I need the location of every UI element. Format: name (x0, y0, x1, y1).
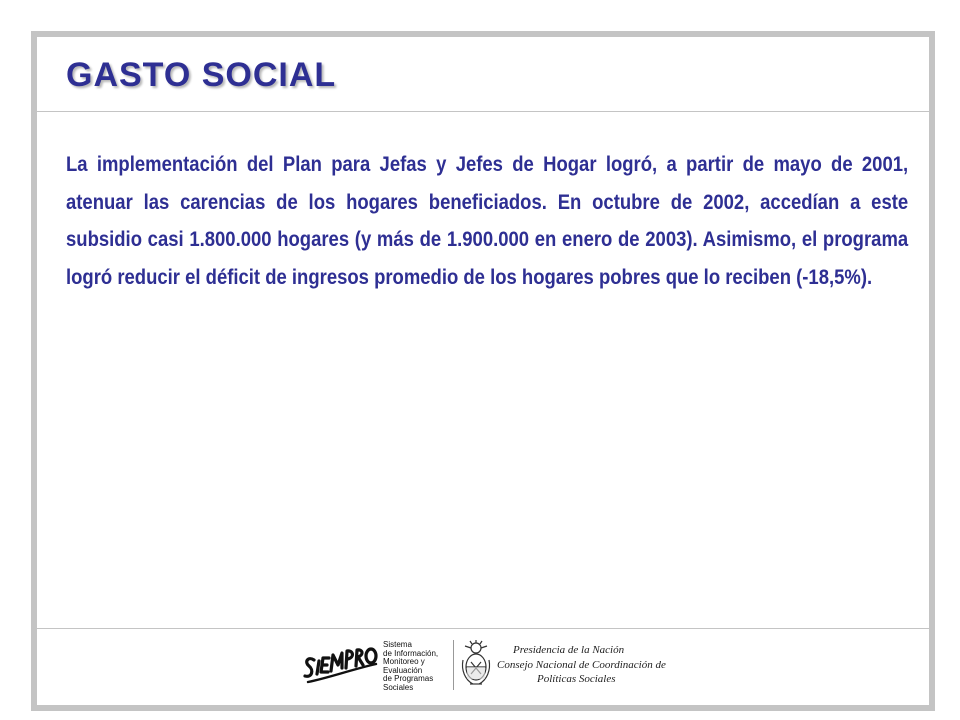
politicas-line: Políticas Sociales (537, 673, 616, 685)
slide-title: GASTO SOCIAL (66, 56, 337, 94)
coat-of-arms-icon (459, 640, 493, 690)
footer-divider (37, 628, 929, 629)
slide-frame (31, 31, 935, 711)
consejo-line: Consejo Nacional de Coordinación de (497, 658, 666, 671)
siempro-subtitle: Sistema de Información, Monitoreo y Evaluación de Programas Sociales (383, 640, 439, 692)
body-paragraph: La implementación del Plan para Jefas y Jefes de Hogar logró, a partir de mayo de 2001, atenuar las carencias de los hogares beneficiados. En octubre de 2002, accedían a este subsidio casi 1.800.000 hogares (y más de 1.900.000 en enero de 2003). Asimismo, el programa logró reducir el déficit de ingresos promedio de los hogares pobres que lo reciben (-18,5%). (66, 153, 909, 289)
presidencia-text (497, 643, 677, 687)
title-divider (37, 111, 929, 112)
siempro-logo (300, 640, 380, 690)
footer-vertical-divider (453, 640, 454, 690)
presidencia-line: Presidencia de la Nación (513, 644, 625, 656)
